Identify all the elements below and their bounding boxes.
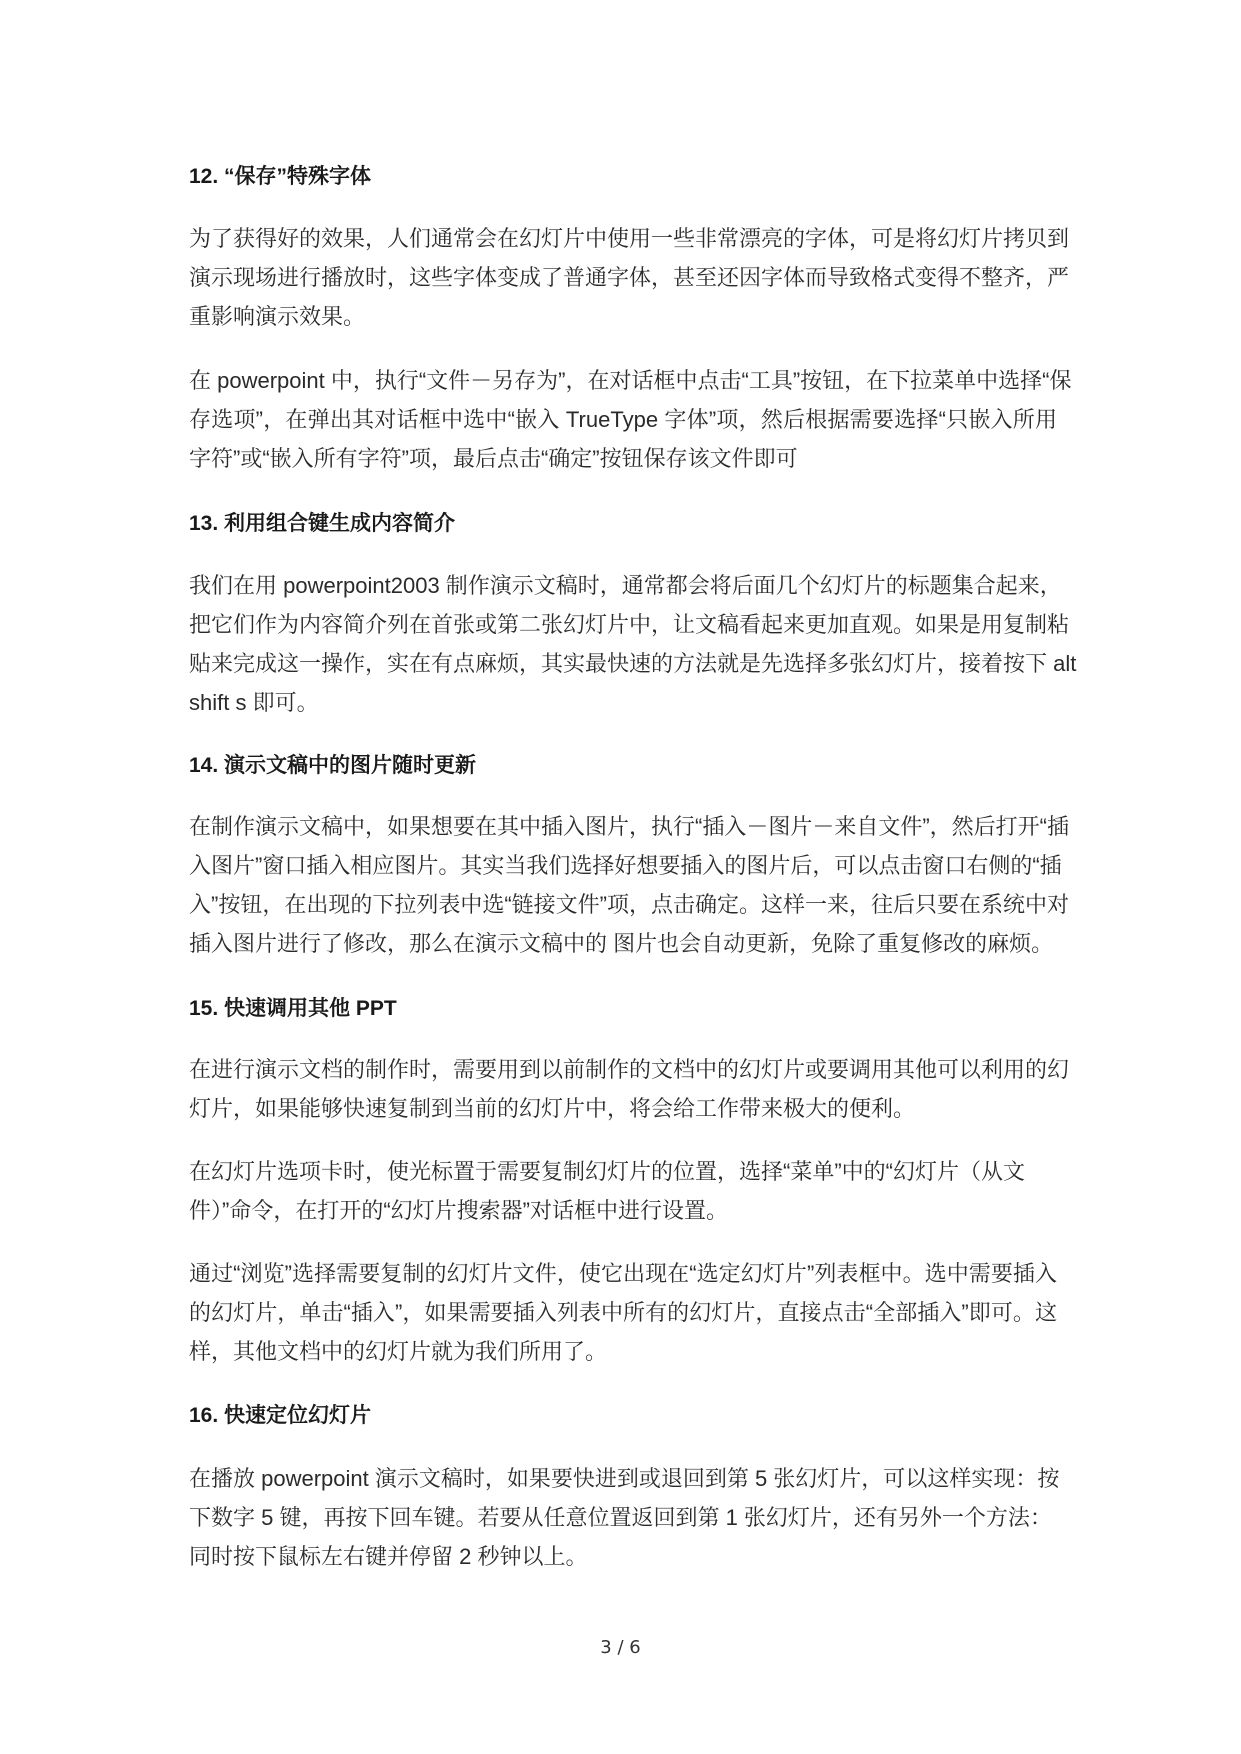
text-line: 贴来完成这一操作，实在有点麻烦，其实最快速的方法就是先选择多张幻灯片，接着按下 alt — [189, 651, 1077, 676]
section-heading-16 — [189, 1396, 1057, 1435]
section-heading-15 — [189, 989, 1057, 1028]
paragraph — [189, 566, 1077, 722]
text-line: 的幻灯片，单击“插入”，如果需要插入列表中所有的幻灯片，直接点击“全部插入”即可。这 — [189, 1300, 1057, 1325]
text-line: 入”按钮，在出现的下拉列表中选“链接文件”项，点击确定。这样一来，往后只要在系统中对 — [189, 892, 1069, 917]
text-line: 在播放 powerpoint 演示文稿时，如果要快进到或退回到第 5 张幻灯片，可以这样实现：按 — [189, 1466, 1060, 1491]
heading-text: 14. 演示文稿中的图片随时更新 — [189, 754, 477, 777]
text-line: 样，其他文档中的幻灯片就为我们所用了。 — [189, 1339, 608, 1364]
paragraph — [189, 1152, 1057, 1230]
text-line: 同时按下鼠标左右键并停留 2 秒钟以上。 — [189, 1544, 588, 1569]
heading-text: 13. 利用组合键生成内容简介 — [189, 512, 456, 535]
text-line: 重影响演示效果。 — [189, 304, 366, 329]
paragraph — [189, 361, 1072, 478]
text-line: 存选项”，在弹出其对话框中选中“嵌入 TrueType 字体”项，然后根据需要选择“只嵌入所用 — [189, 407, 1057, 432]
paragraph — [189, 1050, 1070, 1128]
text-line: 在 powerpoint 中，执行“文件－另存为”，在对话框中点击“工具”按钮，在下拉菜单中选择“保 — [189, 368, 1072, 393]
paragraph — [189, 1459, 1060, 1576]
text-line: 入图片”窗口插入相应图片。其实当我们选择好想要插入的图片后，可以点击窗口右侧的“插 — [189, 853, 1062, 878]
text-line: 我们在用 powerpoint2003 制作演示文稿时，通常都会将后面几个幻灯片的标题集合起来， — [189, 573, 1062, 598]
section-heading-12 — [189, 157, 1057, 196]
section-heading-14 — [189, 746, 1057, 785]
section-heading-13 — [189, 504, 1057, 543]
heading-text: 12. “保存”特殊字体 — [189, 165, 372, 188]
heading-text: 15. 快速调用其他 PPT — [189, 997, 397, 1020]
text-line: 为了获得好的效果，人们通常会在幻灯片中使用一些非常漂亮的字体，可是将幻灯片拷贝到 — [189, 226, 1070, 251]
paragraph — [189, 219, 1070, 336]
text-line: 通过“浏览”选择需要复制的幻灯片文件，使它出现在“选定幻灯片”列表框中。选中需要插入 — [189, 1261, 1057, 1286]
text-line: 把它们作为内容简介列在首张或第二张幻灯片中，让文稿看起来更加直观。如果是用复制粘 — [189, 612, 1070, 637]
text-line: shift s 即可。 — [189, 690, 319, 715]
text-line: 在进行演示文档的制作时，需要用到以前制作的文档中的幻灯片或要调用其他可以利用的幻 — [189, 1057, 1070, 1082]
text-line: 下数字 5 键，再按下回车键。若要从任意位置返回到第 1 张幻灯片，还有另外一个方法： — [189, 1505, 1052, 1530]
text-line: 字符”或“嵌入所有字符”项，最后点击“确定”按钮保存该文件即可 — [189, 446, 798, 471]
text-line: 插入图片进行了修改，那么在演示文稿中的 图片也会自动更新，免除了重复修改的麻烦。 — [189, 931, 1054, 956]
text-line: 在幻灯片选项卡时，使光标置于需要复制幻灯片的位置，选择“菜单”中的“幻灯片（从文 — [189, 1159, 1025, 1184]
page-number: 3 / 6 — [600, 1637, 641, 1658]
heading-text: 16. 快速定位幻灯片 — [189, 1404, 372, 1427]
text-line: 演示现场进行播放时，这些字体变成了普通字体，甚至还因字体而导致格式变得不整齐，严 — [189, 265, 1070, 290]
text-line: 在制作演示文稿中，如果想要在其中插入图片，执行“插入－图片－来自文件”，然后打开“插 — [189, 814, 1069, 839]
text-line: 件）”命令，在打开的“幻灯片搜索器”对话框中进行设置。 — [189, 1198, 728, 1223]
text-line: 灯片，如果能够快速复制到当前的幻灯片中，将会给工作带来极大的便利。 — [189, 1096, 916, 1121]
paragraph — [189, 1254, 1057, 1371]
paragraph — [189, 807, 1069, 963]
